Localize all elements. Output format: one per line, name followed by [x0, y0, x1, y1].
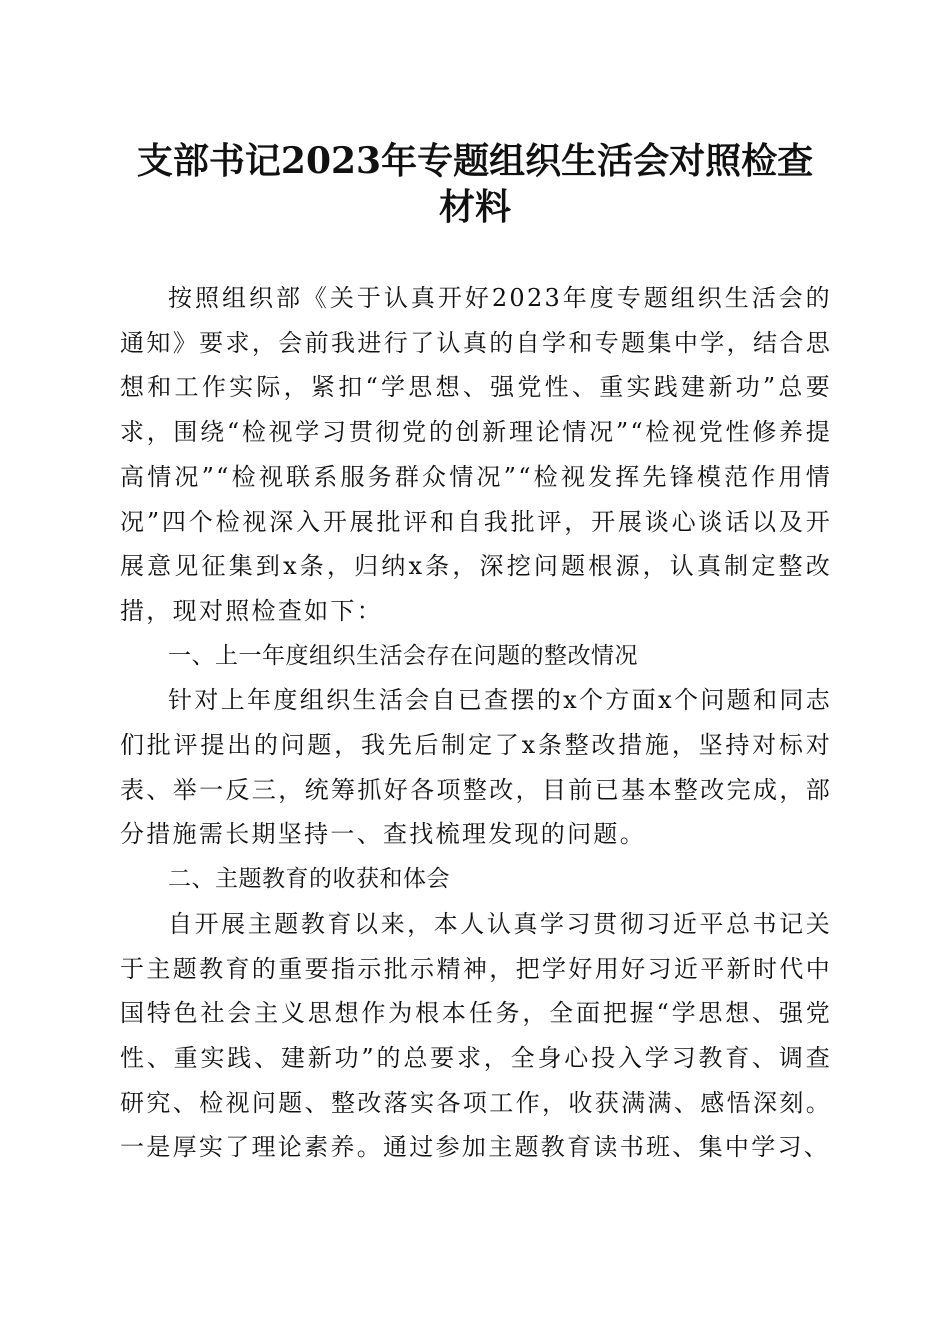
rectification-paragraph: 针对上年度组织生活会自已查摆的x个方面x个问题和同志们批评提出的问题，我先后制定了x条整改措施，坚持对标对表、举一反三，统筹抓好各项整改，目前已基本整改完成，部分措施需长期坚持一、查找梳理发现的问题。	[120, 686, 832, 849]
intro-paragraph: 按照组织部《关于认真开好2023年度专题组织生活会的通知》要求，会前我进行了认真的自学和专题集中学，结合思想和工作实际，紧扣“学思想、强党性、重实践建新功”总要求，围绕“检视学习贯彻党的创新理论情况”“检视党性修养提高情况”“检视联系服务群众情况”“检视发挥先锋模范作用情况”四个检视深入开展批评和自我批评，开展谈心谈话以及开展意见征集到x条，归纳x条，深挖问题根源，认真制定整改措，现对照检查如下：	[120, 284, 832, 625]
section-heading-gains: 二、主题教育的收获和体会	[168, 866, 450, 893]
document-title: 支部书记2023年专题组织生活会对照检查材料	[136, 140, 814, 228]
section-heading-rectification: 一、上一年度组织生活会存在问题的整改情况	[168, 642, 638, 669]
gains-paragraph: 自开展主题教育以来，本人认真学习贯彻习近平总书记关于主题教育的重要指示批示精神，把学好用好习近平新时代中国特色社会主义思想作为根本任务，全面把握“学思想、强党性、重实践、建新功”的总要求，全身心投入学习教育、调查研究、检视问题、整改落实各项工作，收获满满、感悟深刻。一是厚实了理论素养。通过参加主题教育读书班、集中学习、	[120, 909, 832, 1162]
document-body	[120, 276, 832, 1170]
